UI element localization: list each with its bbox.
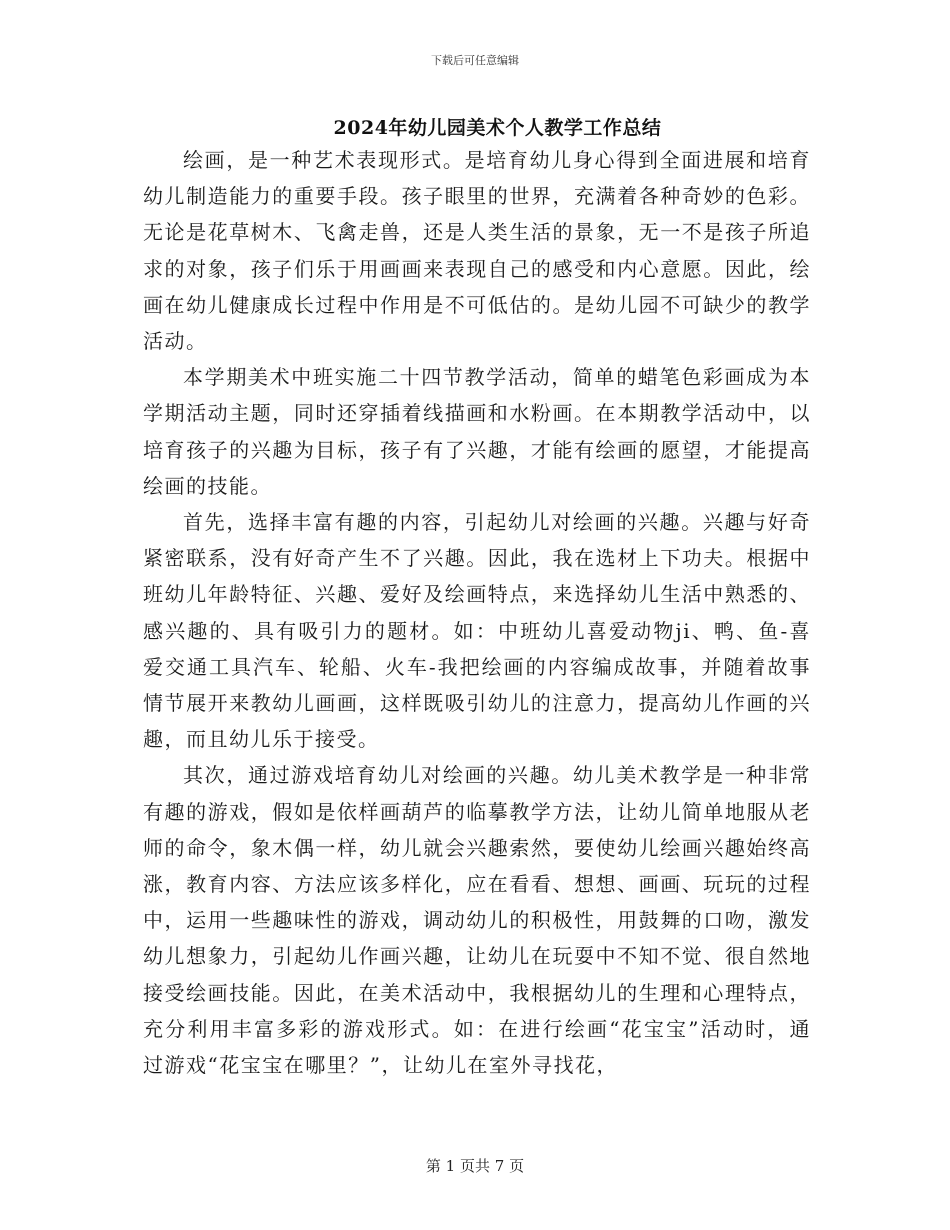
document-title: 2024年幼儿园美术个人教学工作总结	[333, 117, 662, 139]
paragraph-4: 其次，通过游戏培育幼儿对绘画的兴趣。幼儿美术教学是一种非常有趣的游戏，假如是依样画葫芦的临摹教学方法，让幼儿简单地服从老师的命令，象木偶一样，幼儿就会兴趣索然，要使幼儿绘画兴趣始终高涨，教育内容、方法应该多样化，应在看看、想想、画画、玩玩的过程中，运用一些趣味性的游戏，调动幼儿的积极性，用鼓舞的口吻，激发幼儿想象力，引起幼儿作画兴趣，让幼儿在玩耍中不知不觉、很自然地接受绘画技能。因此，在美术活动中，我根据幼儿的生理和心理特点，充分利用丰富多彩的游戏形式。如：在进行绘画“花宝宝”活动时，通过游戏“花宝宝在哪里？”，让幼儿在室外寻找花，	[143, 763, 811, 1078]
paragraph-3: 首先，选择丰富有趣的内容，引起幼儿对绘画的兴趣。兴趣与好奇紧密联系，没有好奇产生不了兴趣。因此，我在选材上下功夫。根据中班幼儿年龄特征、兴趣、爱好及绘画特点，来选择幼儿生活中熟悉的、感兴趣的、具有吸引力的题材。如：中班幼儿喜爱动物ji、鸭、鱼-喜爱交通工具汽车、轮船、火车-我把绘画的内容编成故事，并随着故事情节展开来教幼儿画画，这样既吸引幼儿的注意力，提高幼儿作画的兴趣，而且幼儿乐于接受。	[143, 510, 811, 752]
paragraph-1: 绘画，是一种艺术表现形式。是培育幼儿身心得到全面进展和培育幼儿制造能力的重要手段。孩子眼里的世界，充满着各种奇妙的色彩。无论是花草树木、飞禽走兽，还是人类生活的景象，无一不是孩子所追求的对象，孩子们乐于用画画来表现自己的感受和内心意愿。因此，绘画在幼儿健康成长过程中作用是不可低估的。是幼儿园不可缺少的教学活动。	[143, 148, 811, 354]
paragraph-2: 本学期美术中班实施二十四节教学活动，简单的蜡笔色彩画成为本学期活动主题，同时还穿插着线描画和水粉画。在本期教学活动中，以培育孩子的兴趣为目标，孩子有了兴趣，才能有绘画的愿望，才能提高绘画的技能。	[143, 365, 811, 498]
page-number: 第 1 页共 7 页	[425, 1157, 525, 1175]
page-header-note: 下载后可任意编辑	[431, 54, 519, 67]
document-body	[143, 142, 811, 1083]
